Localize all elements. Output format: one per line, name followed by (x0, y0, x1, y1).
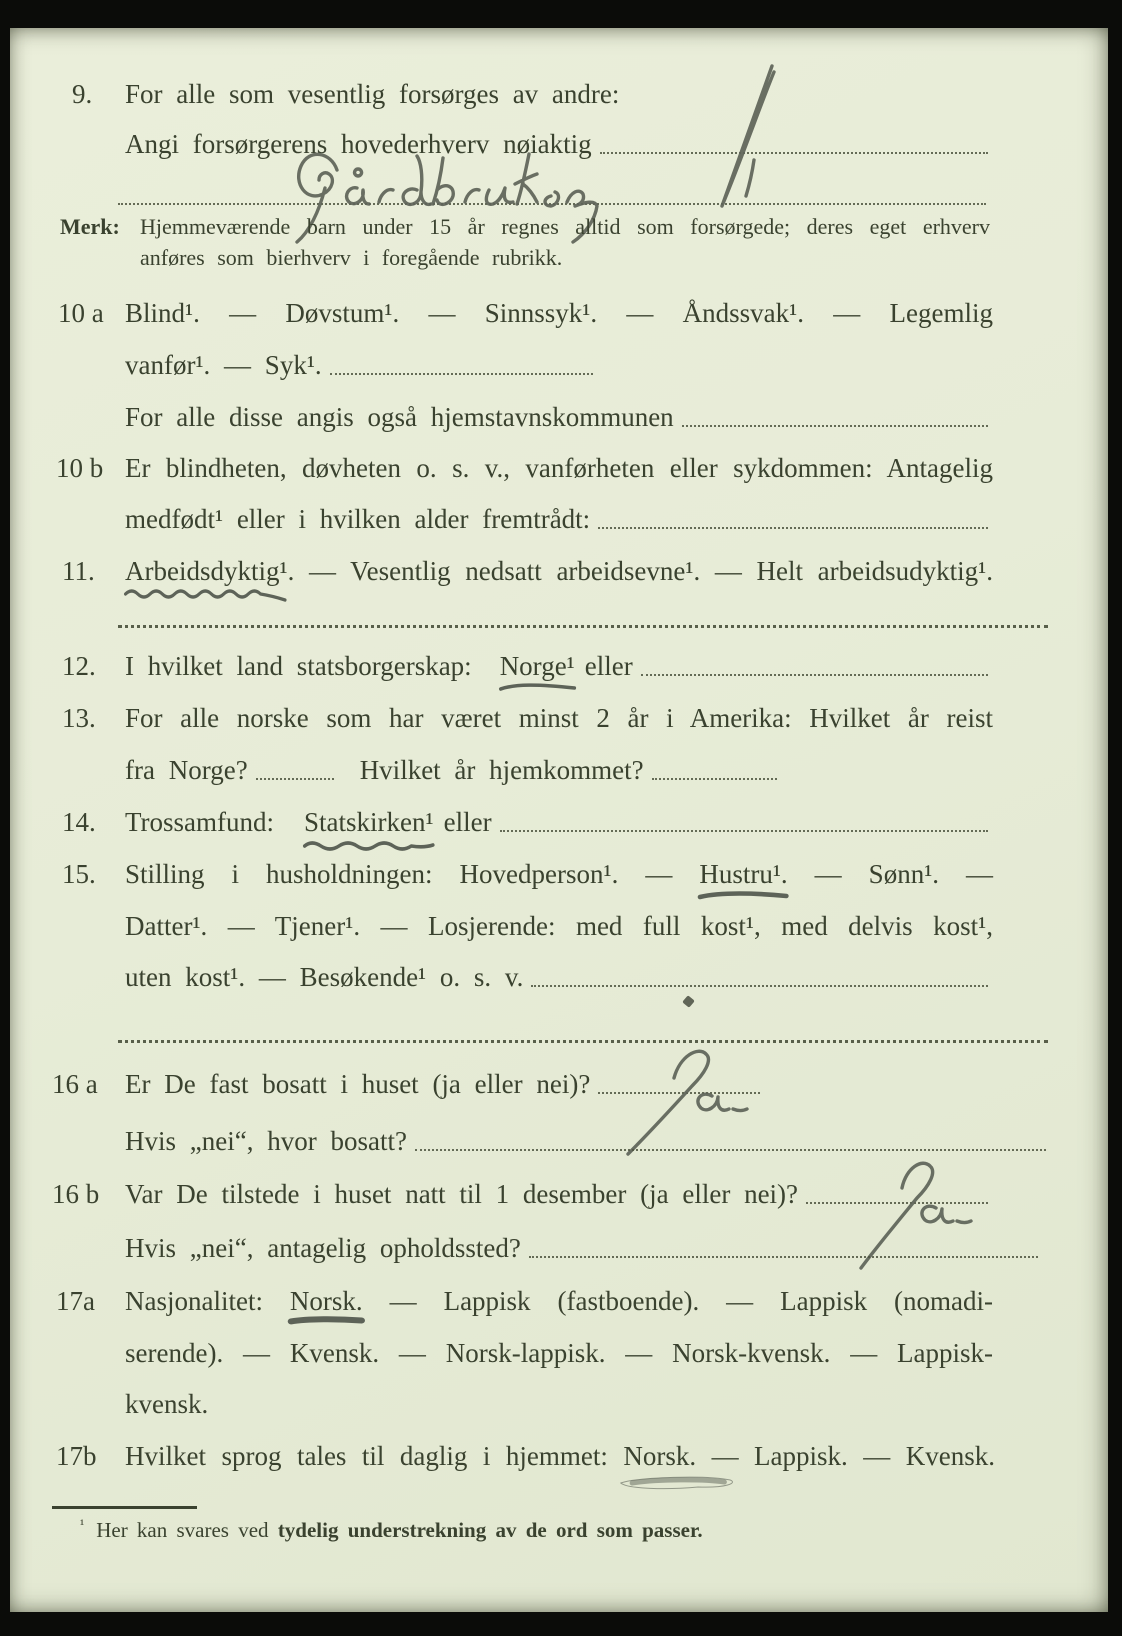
q10b-number: 10 b (56, 453, 104, 483)
q10a-number: 10 a (58, 298, 104, 328)
q12-text: I hvilket land statsborgerskap: Norge¹ eller (125, 650, 990, 682)
scan-border-top (0, 0, 1122, 28)
q17a-choice-norsk: Norsk. (290, 1285, 363, 1317)
q16b-line2: Hvis „nei“, antagelig opholdssted? (125, 1232, 1040, 1264)
q12-number: 12. (62, 651, 96, 681)
q17a-number: 17a (56, 1286, 95, 1316)
dotted-leader (531, 985, 988, 987)
dotted-answer-leader (600, 152, 988, 154)
q17b-number: 17b (56, 1441, 97, 1471)
q10a-line2: vanfør¹. — Syk¹. (125, 349, 595, 381)
dotted-leader (330, 373, 593, 375)
scan-border-left (0, 0, 10, 1636)
dotted-leader (641, 674, 988, 676)
q16a-number: 16 a (52, 1069, 98, 1099)
footnote: $^{^1}$ Her kan svares ved tydelig understrekning av de ord som passer. (80, 1518, 703, 1542)
dotted-leader (682, 425, 988, 427)
dotted-leader (256, 778, 334, 780)
q17a-line2: serende). — Kvensk. — Norsk-lappisk. — Norsk-kvensk. — Lappisk- (125, 1338, 993, 1368)
q12-choice-norge: Norge¹ (500, 650, 575, 682)
q9-line1: For alle som vesentlig forsørges av andre: (125, 79, 620, 109)
q15-line1: Stilling i husholdningen: Hovedperson¹. — Hustru¹. — Sønn¹. — (125, 858, 993, 890)
q15-line2: Datter¹. — Tjener¹. — Losjerende: med full kost¹, med delvis kost¹, (125, 911, 993, 941)
q9-number: 9. (72, 79, 93, 109)
q16a-line1: Er De fast bosatt i huset (ja eller nei)? (125, 1068, 762, 1100)
q16b-number: 16 b (52, 1179, 100, 1209)
footnote-marker: ¹ (80, 1518, 85, 1533)
q17b-text: Hvilket sprog tales til daglig i hjemmet: Norsk. — Lappisk. — Kvensk. (125, 1440, 995, 1472)
q10a-line1: Blind¹. — Døvstum¹. — Sinnssyk¹. — Åndssvak¹. — Legemlig (125, 298, 993, 328)
q11-text: Arbeidsdyktig¹. — Vesentlig nedsatt arbeidsevne¹. — Helt arbeidsudyktig¹. (125, 555, 993, 587)
scan-border-right (1108, 0, 1122, 1636)
merk-label: Merk: (60, 214, 120, 239)
handwriting-flourish (694, 60, 789, 215)
q13-line1: For alle norske som har været minst 2 år i Amerika: Hvilket år reist (125, 703, 993, 733)
footnote-rule (52, 1492, 197, 1509)
section-divider (118, 1022, 1048, 1043)
q10b-line2: medfødt¹ eller i hvilken alder fremtrådt: (125, 503, 990, 535)
q15-number: 15. (62, 859, 96, 889)
dotted-leader (652, 778, 777, 780)
q16a-line2: Hvis „nei“, hvor bosatt? (125, 1125, 1048, 1157)
q14-number: 14. (62, 807, 96, 837)
q13-number: 13. (62, 703, 96, 733)
dotted-leader (529, 1256, 1038, 1258)
dotted-leader (598, 527, 988, 529)
q11-number: 11. (62, 556, 95, 586)
scan-border-bottom (0, 1612, 1122, 1636)
q17a-line1: Nasjonalitet: Norsk. — Lappisk (fastboende). — Lappisk (nomadi- (125, 1285, 993, 1317)
q17a-line3: kvensk. (125, 1389, 209, 1419)
q15-line3: uten kost¹. — Besøkende¹ o. s. v. (125, 961, 990, 993)
q14-choice-statskirken: Statskirken¹ (304, 806, 434, 838)
q14-text: Trossamfund: Statskirken¹ eller (125, 806, 990, 838)
dotted-leader (500, 830, 988, 832)
merk-line2: anføres som bierhverv i foregående rubrikk. (140, 245, 563, 270)
q9-line2: Angi forsørgerens hovederhverv nøiaktig (125, 128, 990, 160)
q13-line2: fra Norge? Hvilket år hjemkommet? (125, 754, 779, 786)
merk-line1: Hjemmeværende barn under 15 år regnes alltid som forsørgede; deres eget erhverv (140, 214, 990, 239)
q16b-line1: Var De tilstede i huset natt til 1 desember (ja eller nei)? (125, 1178, 990, 1210)
q17b-choice-norsk: Norsk. (623, 1440, 696, 1472)
q10a-line3: For alle disse angis også hjemstavnskommunen (125, 401, 990, 433)
q15-choice-hustru: Hustru¹. (699, 858, 787, 890)
section-divider (118, 607, 1048, 628)
q11-underlined-word: Arbeidsdyktig¹. (125, 555, 294, 587)
q10b-line1: Er blindheten, døvheten o. s. v., vanførheten eller sykdommen: Antagelig (125, 453, 993, 483)
